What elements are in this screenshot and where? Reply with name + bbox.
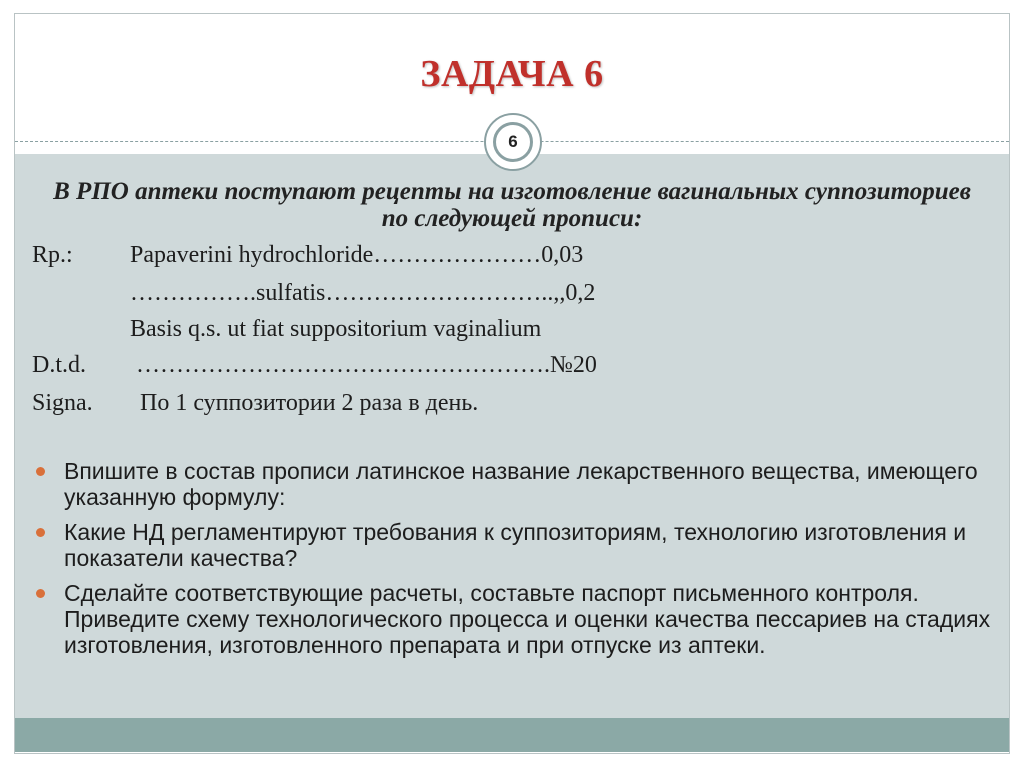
list-item bbox=[34, 519, 994, 571]
rp-label: Rp.: bbox=[32, 242, 73, 268]
list-item bbox=[34, 458, 994, 510]
rx-line-3: Basis q.s. ut fiat suppositorium vaginalium bbox=[130, 316, 542, 342]
dtd-value: …………………………………………….№20 bbox=[136, 352, 597, 378]
task-text: Какие НД регламентируют требования к суппозиториям, технологию изготовления и показатели качества? bbox=[64, 519, 967, 571]
slide-number: 6 bbox=[493, 122, 533, 162]
task-text: Впишите в состав прописи латинское название лекарственного вещества, имеющего указанную формулу: bbox=[64, 458, 978, 510]
signa-value: По 1 суппозитории 2 раза в день. bbox=[140, 390, 479, 416]
slide-title: ЗАДАЧА 6 bbox=[420, 53, 604, 95]
rx-line-1: Papaverini hydrochloride…………………0,03 bbox=[130, 242, 584, 268]
bullet-dot-icon bbox=[36, 467, 45, 476]
rx-line-2: …………….sulfatis………………………..,,0,2 bbox=[130, 280, 596, 306]
dtd-label: D.t.d. bbox=[32, 352, 86, 378]
slide-number-badge bbox=[484, 113, 542, 171]
list-item bbox=[34, 580, 994, 658]
bullet-dot-icon bbox=[36, 589, 45, 598]
task-text: Сделайте соответствующие расчеты, составьте паспорт письменного контроля. Приведите схему технологического процесса и оценки качества пессариев на стадиях изготовления, изготовленного препарата и при отпуске из аптеки. bbox=[64, 580, 991, 658]
footer-bar bbox=[15, 718, 1009, 752]
task-list bbox=[34, 458, 994, 667]
signa-label: Signa. bbox=[32, 390, 93, 416]
bullet-dot-icon bbox=[36, 528, 45, 537]
task-intro: В РПО аптеки поступают рецепты на изготовление вагинальных суппозиториев по следующей прописи: bbox=[53, 178, 971, 232]
